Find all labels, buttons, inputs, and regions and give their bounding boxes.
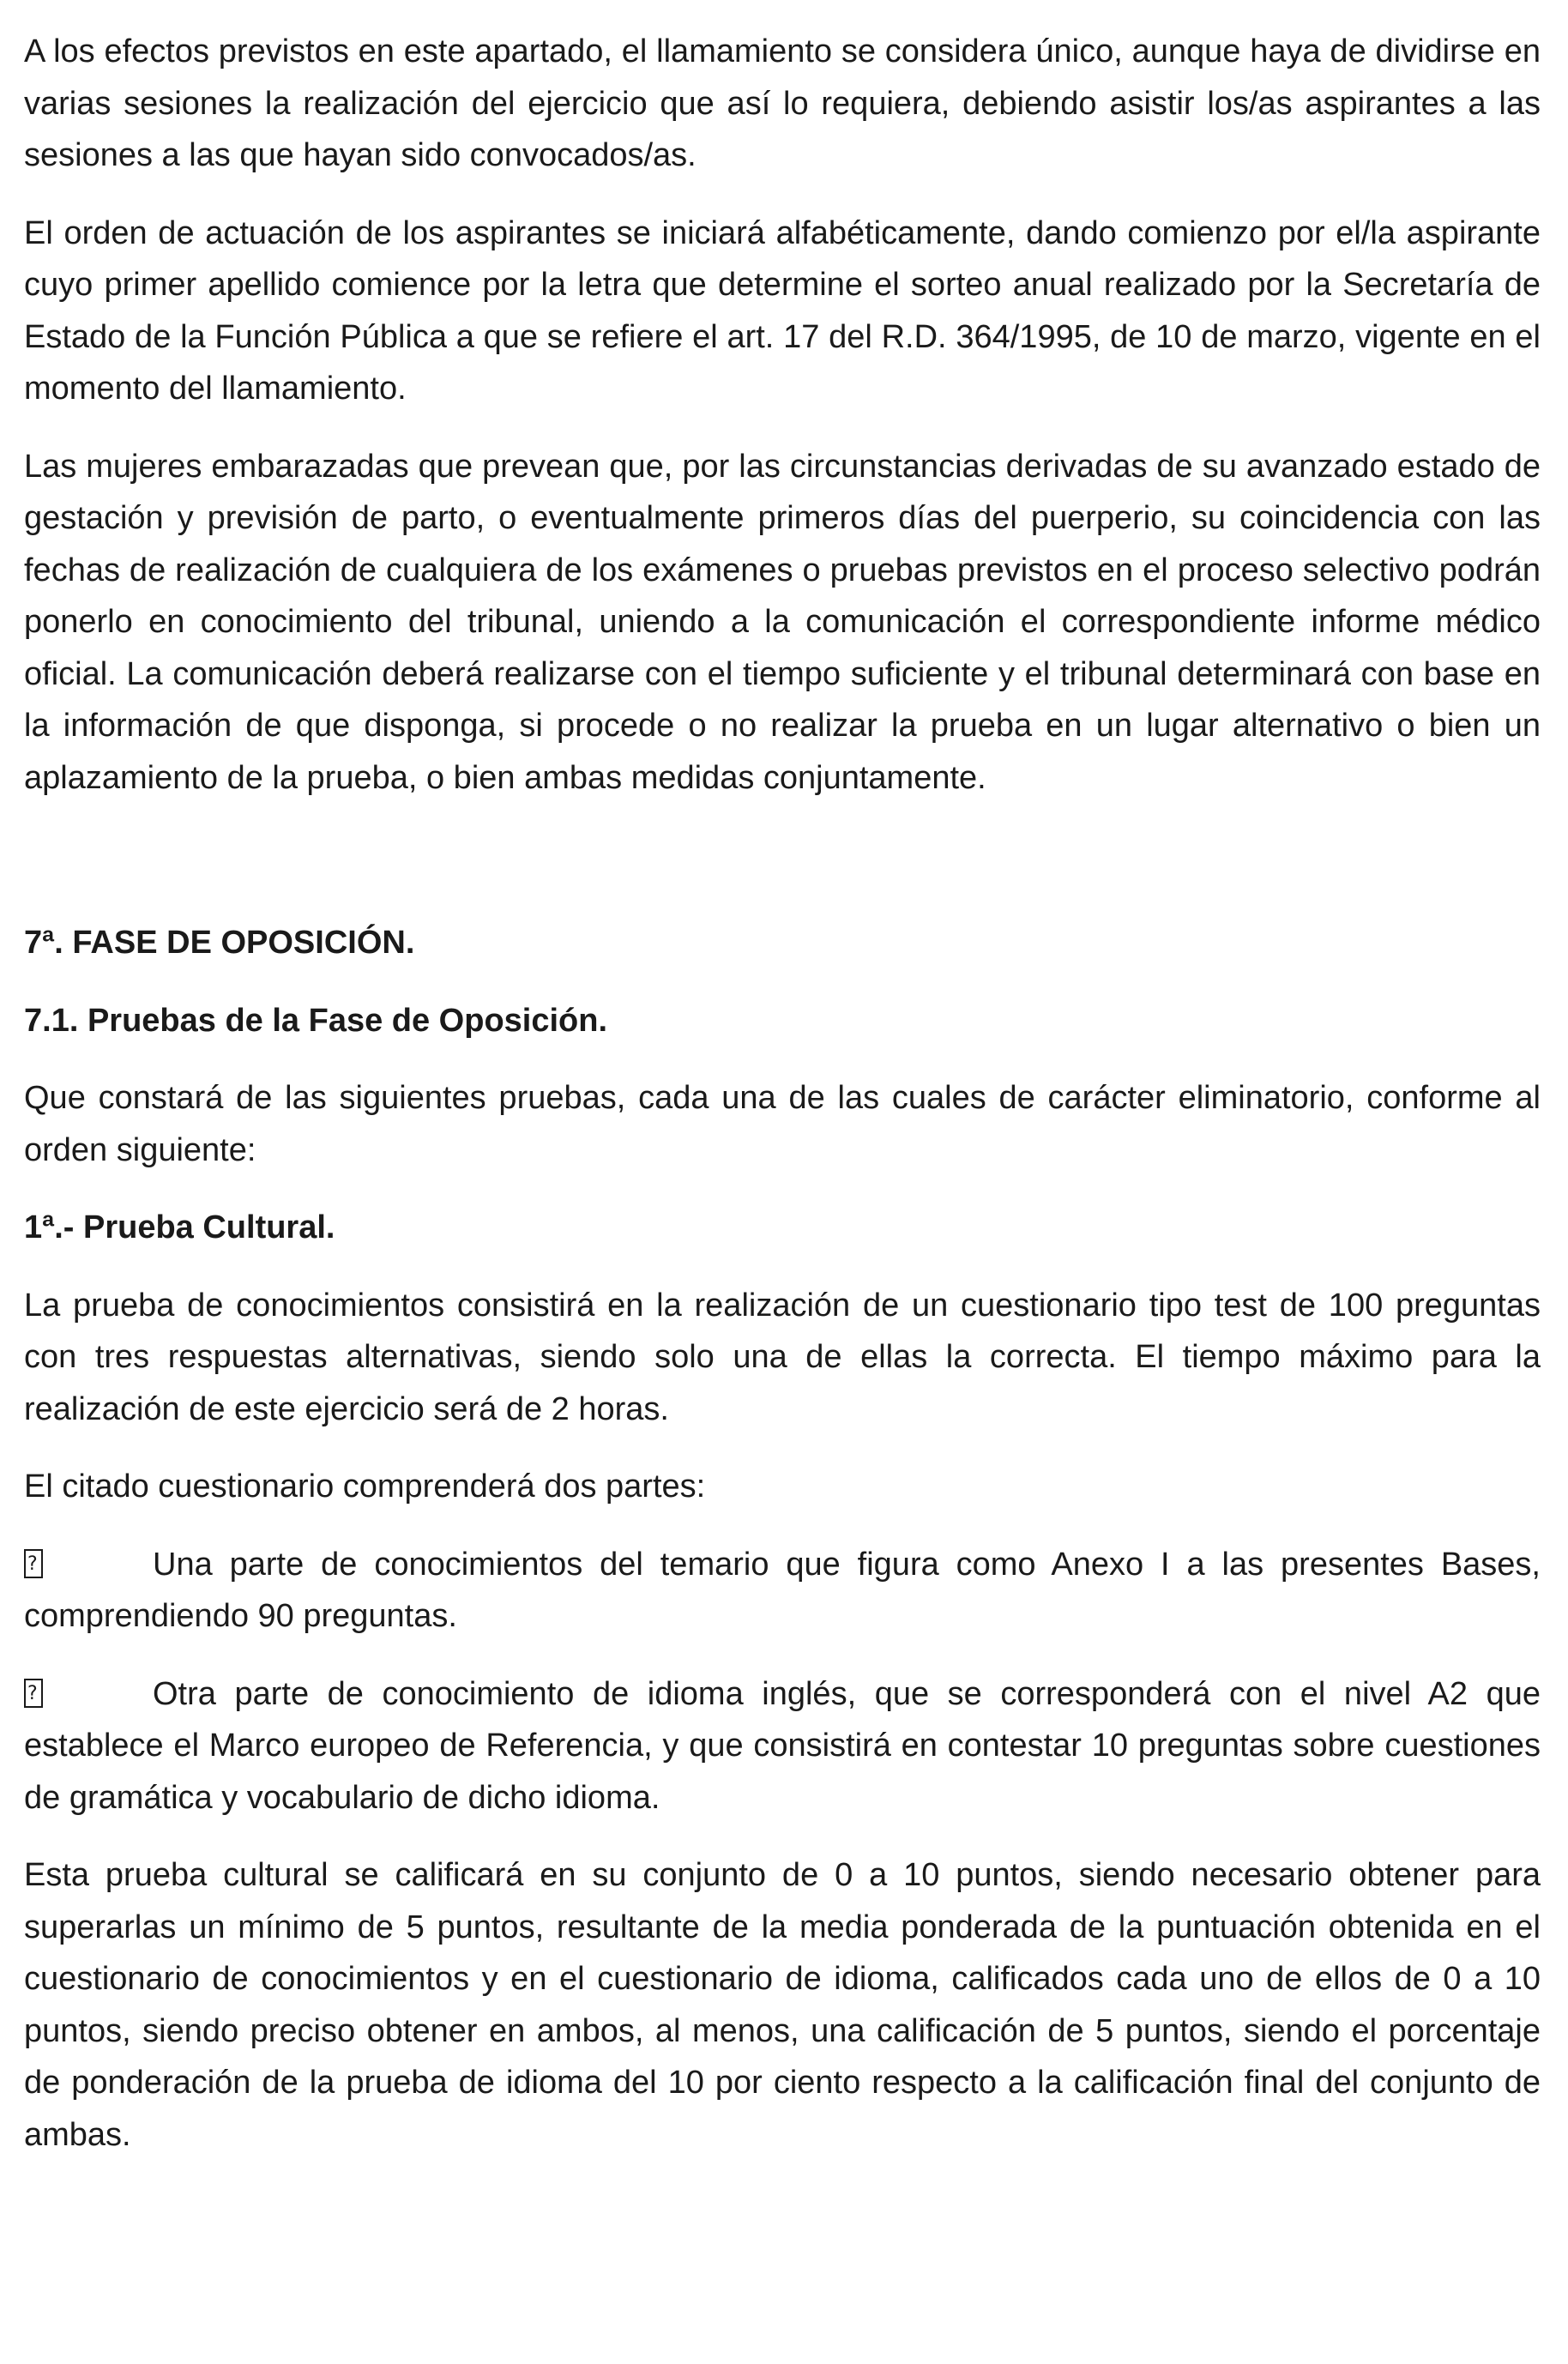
subsection-heading: 7.1. Pruebas de la Fase de Oposición. — [24, 1002, 608, 1039]
closing-paragraph: Esta prueba cultural se calificará en su conjunto de 0 a 10 puntos, siendo necesario obtener para superarlas un mínimo de 5 puntos, resultante de la media ponderada de la puntuación obtenida en el cuestionario de conocimientos y en el cuestionario de idioma, calificados cada uno de ellos de 0 a 10 puntos, siendo preciso obtener en ambos, al menos, una calificación de 5 puntos, siendo el porcentaje de ponderación de la prueba de idioma del 10 por ciento respecto a la calificación final del conjunto de ambas. — [24, 1857, 1541, 2153]
paragraph-mujeres-embarazadas: Las mujeres embarazadas que prevean que, por las circunstancias derivadas de su avanzado estado de gestación y previsión de parto, o eventualmente primeros días del puerperio, su coincidencia con las fechas de realización de cualquiera de los exámenes o pruebas previstos en el proceso selectivo podrán ponerlo en conocimiento del tribunal, uniendo a la comunicación el correspondiente informe médico oficial. La comunicación deberá realizarse con el tiempo suficiente y el tribunal determinará con base en la información de que disponga, si procede o no realizar la prueba en un lugar alternativo o bien un aplazamiento de la prueba, o bien ambas medidas conjuntamente. — [24, 448, 1541, 796]
list-item-text: Una parte de conocimientos del temario que figura como Anexo I a las presentes Bases, comprendiendo 90 preguntas. — [24, 1546, 1541, 1634]
missing-glyph-bullet-icon — [24, 1679, 43, 1708]
list-item — [24, 1539, 1541, 1643]
subsection-intro: Que constará de las siguientes pruebas, cada una de las cuales de carácter eliminatorio, conforme al orden siguiente: — [24, 1080, 1541, 1168]
paragraph-llamamiento: A los efectos previstos en este apartado, el llamamiento se considera único, aunque haya de dividirse en varias sesiones la realización del ejercicio que así lo requiera, debiendo asistir los/as aspirantes a las sesiones a las que hayan sido convocados/as. — [24, 33, 1541, 173]
document-page — [24, 26, 1541, 2161]
list-item-text: Otra parte de conocimiento de idioma inglés, que se corresponderá con el nivel A2 que establece el Marco europeo de Referencia, y que consistirá en contestar 10 preguntas sobre cuestiones de gramática y vocabulario de dicho idioma. — [24, 1675, 1541, 1816]
section-heading: 7ª. FASE DE OPOSICIÓN. — [24, 925, 415, 961]
test-heading: 1ª.- Prueba Cultural. — [24, 1209, 335, 1245]
missing-glyph-bullet-icon — [24, 1549, 43, 1578]
list-item — [24, 1668, 1541, 1824]
parts-intro: El citado cuestionario comprenderá dos partes: — [24, 1468, 706, 1505]
paragraph-orden-actuacion: El orden de actuación de los aspirantes se iniciará alfabéticamente, dando comienzo por el/la aspirante cuyo primer apellido comience por la letra que determine el sorteo anual realizado por la Secretaría de Estado de la Función Pública a que se refiere el art. 17 del R.D. 364/1995, de 10 de marzo, vigente en el momento del llamamiento. — [24, 214, 1541, 407]
test-description: La prueba de conocimientos consistirá en la realización de un cuestionario tipo test de 100 preguntas con tres respuestas alternativas, siendo solo una de ellas la correcta. El tiempo máximo para la realización de este ejercicio será de 2 horas. — [24, 1287, 1541, 1427]
